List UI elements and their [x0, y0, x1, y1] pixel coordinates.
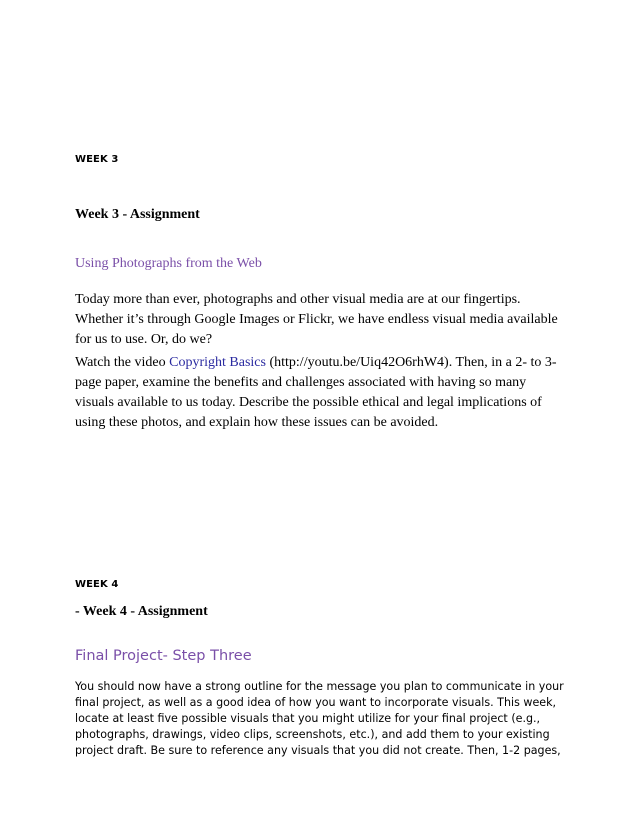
- week-3-heading: Week 3 - Assignment: [75, 207, 200, 222]
- week-4-subheading: Final Project- Step Three: [75, 648, 252, 664]
- week-3-subheading: Using Photographs from the Web: [75, 256, 262, 271]
- paragraph-2-suffix: (http://youtu.be/Uiq42O6rhW4). Then, in a 2- to 3-page paper, examine the benefits and challenges associated with having so many visuals available to us today. Describe the possible ethical and legal implications of using these photos, and explain how these issues can be avoided.: [75, 355, 557, 430]
- copyright-basics-link[interactable]: Copyright Basics: [169, 355, 266, 370]
- week-4-paragraph: [75, 679, 565, 759]
- week-3-label: WEEK 3: [75, 154, 119, 165]
- week-3-paragraph-1: Today more than ever, photographs and other visual media are at our fingertips. Whether it’s through Google Images or Flickr, we have endless visual media available for us to use. Or, do we?: [75, 292, 558, 347]
- week-4-paragraph-line: locate at least five possible visuals that you might utilize for your final project (e.g.,: [75, 712, 541, 725]
- paragraph-2-prefix: Watch the video: [75, 355, 170, 370]
- week-4-label: WEEK 4: [75, 579, 119, 590]
- week-4-paragraph-line: final project, as well as a good idea of how you want to incorporate visuals. This week,: [75, 696, 557, 709]
- week-4-paragraph-line: project draft. Be sure to reference any visuals that you did not create. Then, 1-2 pages,: [75, 744, 561, 757]
- week-4-paragraph-line: You should now have a strong outline for the message you plan to communicate in your: [75, 680, 564, 693]
- week-4-heading: - Week 4 - Assignment: [75, 604, 208, 619]
- week-3-paragraph-2: [75, 353, 565, 433]
- week-4-paragraph-line: photographs, drawings, video clips, screenshots, etc.), and add them to your existing: [75, 728, 550, 741]
